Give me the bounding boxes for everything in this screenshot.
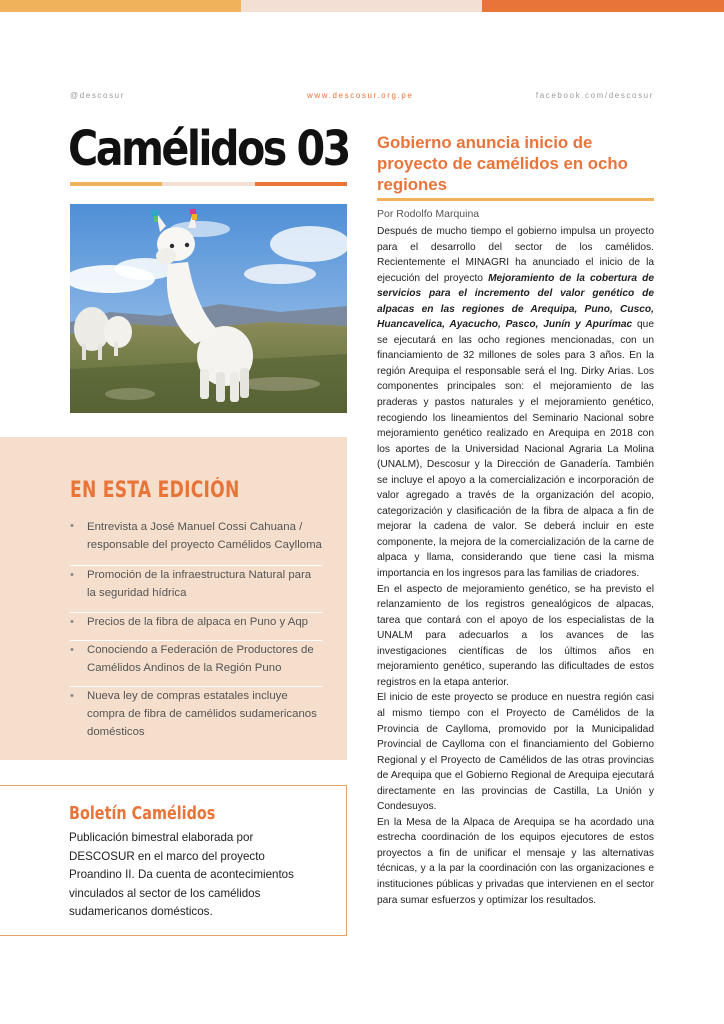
top-bar-blush	[241, 0, 482, 12]
headline-rule	[377, 198, 654, 201]
top-bar-orange	[482, 0, 724, 12]
project-name: Mejoramiento de la cobertura de servicios para el incremento del valor genético de alpacas en las regiones de Arequipa, Puno, Cusco, Huancavelica, Ayacucho, Pasco, Junín y Apurímac	[377, 272, 655, 331]
article-body	[377, 224, 654, 908]
edition-item[interactable]: • Promoción de la infraestructura Natural para la seguridad hídrica	[70, 566, 322, 613]
masthead-title: Camélidos 03	[68, 121, 349, 177]
alpaca-photo	[70, 204, 347, 413]
boletin-box	[0, 785, 347, 936]
article-headline: Gobierno anuncia inicio de proyecto de camélidos en ocho regiones	[377, 133, 628, 194]
article-paragraph: En el aspecto de mejoramiento genético, se ha previsto el relanzamiento de los registros genealógicos de alpacas, tarea que contará con el apoyo de los especialistas de la UNALM para adecuarlos a los avances de las investigaciones científicas de los últimos años en mejoramiento genético, superando las dificultades de estos registros en la etapa anterior.	[377, 583, 654, 688]
article-paragraph: En la Mesa de la Alpaca de Arequipa se ha acordado una estrecha coordinación de los equipos ejecutores de estos proyectos a fin de unificar el mensaje y las alternativas técnicas, y a la par la coordinación con las organizaciones e instituciones públicas y privadas que intervienen en el sector para sumar esfuerzos y optimizar los resultados.	[377, 816, 654, 906]
article-paragraph: El inicio de este proyecto se produce en nuestra región casi al mismo tiempo con el Proyecto de Camélidos de la Provincia de Caylloma, promovido por la Municipalidad Provincial de Caylloma con el financiamiento del Gobierno Regional y el Proyecto de Camélidos de las otras provincias de Arequipa que el Gobierno Regional de Arequipa ejecutará directamente en las provincias de Castilla, La Unión y Condesuyos.	[377, 692, 654, 813]
article-text: que se ejecutará en las ocho regiones mencionadas, con un financiamiento de 32 millones de soles para 3 años. En la región Arequipa el responsable será el Ing. Dirky Arias. Los componentes principales son: el mejoramiento de las praderas y pastos naturales y el mejoramiento genético, recogiendo los lineamientos del Seminario Nacional sobre mejoramiento genético realizado en Arequipa en 2018 con los aportes de la Universidad Nacional Agraria La Molina (UNALM), Descosur y la Dirección de Ganadería. También se incluye el apoyo a la comercialización e incorporación de valor agregado a través de la organización del acopio, categorización y clasificación de la fibra de alpaca a fin de mejorar la cadena de valor. Se deberá incluir en este componente, la mejora de la comercialización de la carne de alpaca y llama, considerando que tiene casi la misma importancia en los ingresos para las familias de criadores.	[377, 319, 654, 580]
website-link[interactable]: www.descosur.org.pe	[307, 91, 414, 100]
masthead-rule	[70, 182, 347, 186]
edition-list	[70, 517, 322, 745]
article-paragraph	[377, 224, 654, 582]
edition-item[interactable]: • Entrevista a José Manuel Cossi Cahuana / responsable del proyecto Camélidos Caylloma	[70, 517, 322, 566]
top-bar-gold	[0, 0, 241, 12]
edition-item[interactable]: • Conociendo a Federación de Productores de Camélidos Andinos de la Región Puno	[70, 641, 322, 687]
article-text: Después de mucho tiempo el gobierno impulsa un proyecto para el desarrollo del sector de los camélidos. Recientemente el MINAGRI ha anunciado el inicio de la ejecución del proyecto	[377, 226, 654, 284]
top-color-bar	[0, 0, 724, 12]
edition-item[interactable]: • Precios de la fibra de alpaca en Puno y Aqp	[70, 613, 322, 641]
edition-panel	[0, 437, 347, 760]
facebook-link[interactable]: facebook.com/descosur	[535, 91, 654, 100]
header-meta-row	[70, 91, 654, 103]
edition-heading: EN ESTA EDICIÓN	[70, 478, 240, 503]
boletin-title: Boletín Camélidos	[69, 803, 216, 824]
article-byline: Por Rodolfo Marquina	[377, 208, 480, 220]
social-handle: @descosur	[70, 91, 125, 100]
boletin-description: Publicación bimestral elaborada por DESCOSUR en el marco del proyecto Proandino II. Da cuenta de acontecimientos vinculados al sector de los camélidos sudamericanos domésticos.	[69, 831, 294, 918]
edition-item[interactable]: • Nueva ley de compras estatales incluye compra de fibra de camélidos sudamericanos domésticos	[70, 687, 322, 745]
